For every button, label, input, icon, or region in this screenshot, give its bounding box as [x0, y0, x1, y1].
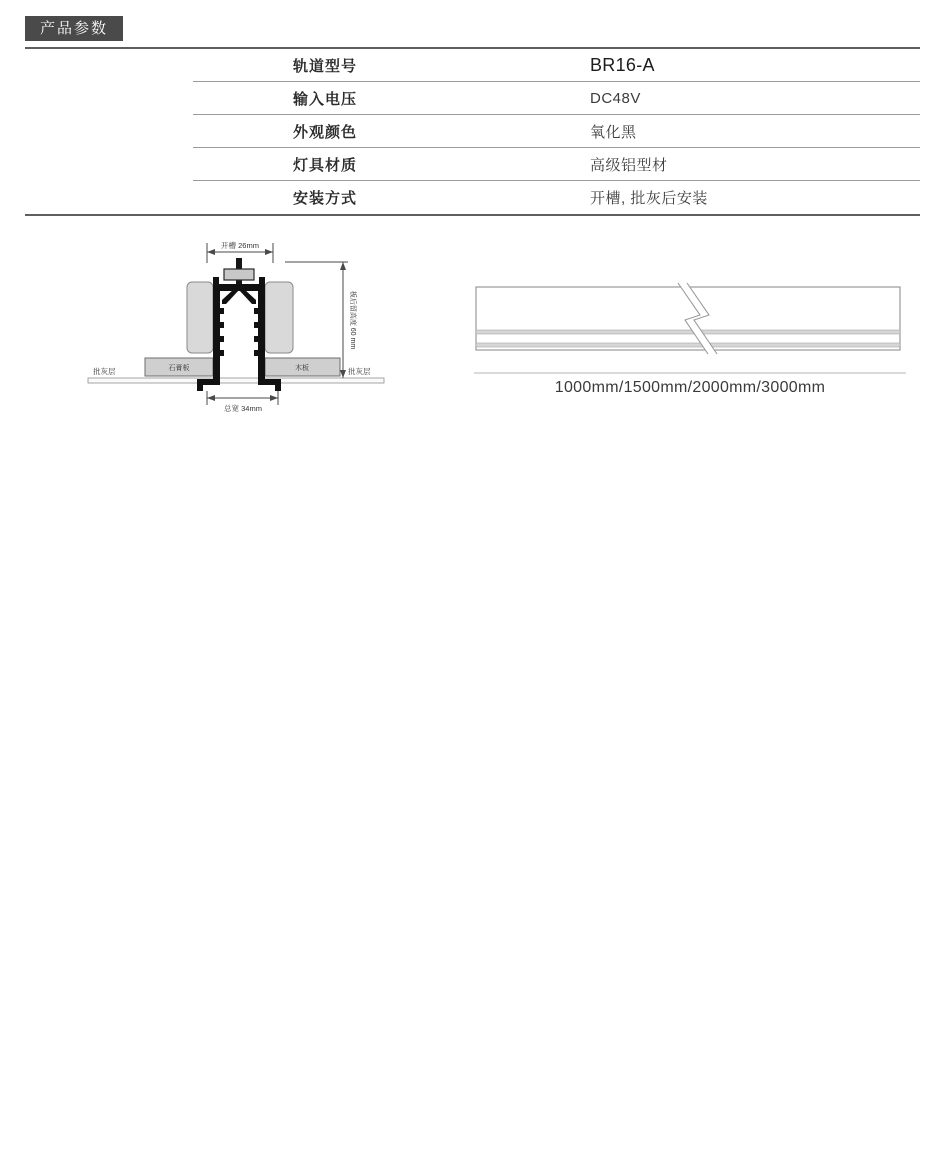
param-label: 输入电压 — [293, 91, 358, 108]
slot-dimension-label: 开槽 26mm — [221, 241, 259, 250]
track-side-svg — [470, 278, 910, 378]
mounting-block-right — [265, 282, 293, 353]
spec-table — [25, 47, 920, 216]
param-value: 高级铝型材 — [590, 157, 668, 174]
param-label: 灯具材质 — [293, 157, 358, 174]
param-value: BR16-A — [590, 55, 655, 75]
track-stripe-lower — [476, 343, 900, 347]
section-title-badge: 产品参数 — [25, 16, 123, 41]
plaster-layer-strip — [88, 378, 384, 383]
track-stripe-upper — [476, 330, 900, 334]
table-row — [25, 82, 920, 115]
plaster-layer-label-right: 批灰层 — [348, 367, 371, 376]
cross-section-svg — [85, 232, 385, 422]
plaster-layer-label-left: 批灰层 — [93, 367, 116, 376]
width-dimension-label: 总宽 34mm — [224, 404, 262, 413]
table-row — [25, 49, 920, 82]
cross-section-diagram — [85, 232, 385, 422]
param-label: 轨道型号 — [293, 58, 358, 75]
param-value: 氧化黑 — [590, 124, 637, 141]
table-row — [25, 148, 920, 181]
screw-cap — [224, 269, 254, 280]
height-dimension-label: 板后留高度 60 mm — [349, 290, 356, 350]
mounting-block-left — [187, 282, 213, 353]
param-label: 外观颜色 — [293, 124, 358, 141]
gypsum-board-label: 石膏板 — [168, 365, 190, 372]
table-row — [25, 115, 920, 148]
wood-board-label: 木板 — [295, 365, 309, 372]
param-value: DC48V — [590, 90, 641, 107]
param-label: 安装方式 — [293, 190, 358, 207]
table-row — [25, 181, 920, 214]
track-side-view — [470, 278, 910, 378]
param-value: 开槽, 批灰后安装 — [590, 190, 708, 207]
width-dimension — [207, 391, 278, 405]
track-lengths-label: 1000mm/1500mm/2000mm/3000mm — [554, 379, 826, 396]
